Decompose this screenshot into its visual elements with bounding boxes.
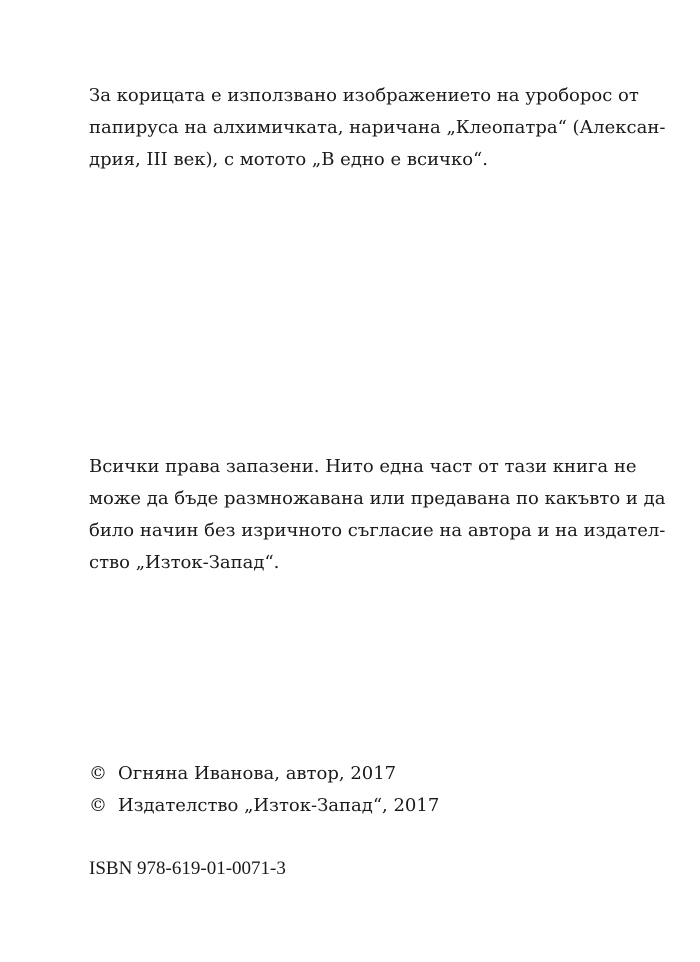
cover-note-paragraph <box>89 80 666 176</box>
copyright-text: Огняна Иванова, автор, 2017 <box>118 763 397 784</box>
copyright-block <box>89 758 613 822</box>
copyright-symbol: © <box>89 795 107 816</box>
isbn-number: ISBN 978-619-01-0071-3 <box>89 858 286 879</box>
copyright-symbol: © <box>89 763 107 784</box>
copyright-line-author <box>89 758 613 790</box>
cover-note-line: За корицата е използвано изображението на уроборос от <box>89 85 639 106</box>
rights-note-line: може да бъде размножавана или предавана по какъвто и да <box>89 488 666 509</box>
rights-reserved-paragraph <box>89 451 666 579</box>
isbn-block <box>89 853 613 885</box>
rights-note-line: Всички права запазени. Нито една част от тази книга не <box>89 456 637 477</box>
rights-note-line: било начин без изричното съгласие на автора и на издател- <box>89 520 666 541</box>
copyright-line-publisher <box>89 790 613 822</box>
cover-note-line: папируса на алхимичката, наричана „Клеопатра“ (Алексан- <box>89 117 666 138</box>
copyright-text: Издателство „Изток-Запад“, 2017 <box>118 795 440 816</box>
rights-note-line: ство „Изток-Запад“. <box>89 552 280 573</box>
cover-note-line: дрия, III век), с мотото „В едно е всичко“. <box>89 149 488 170</box>
